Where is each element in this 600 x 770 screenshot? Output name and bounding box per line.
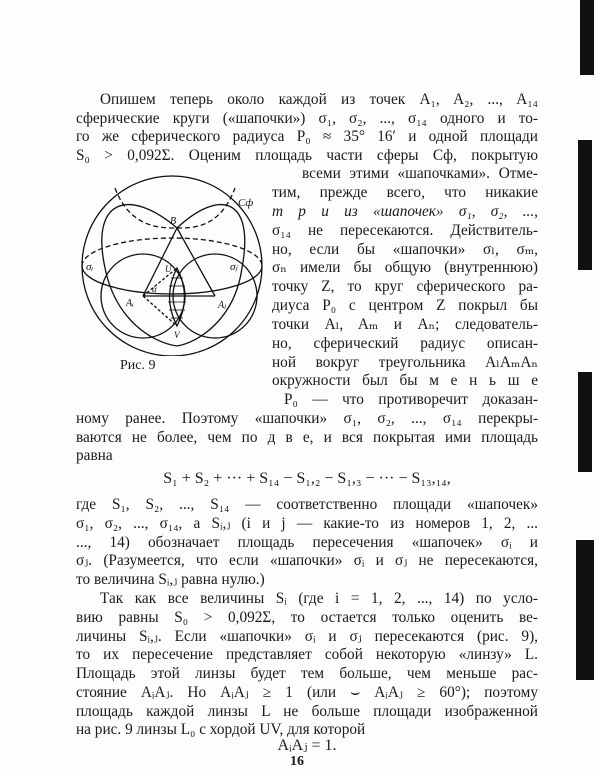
- text-line: стояние AᵢAⱼ. Но AᵢAⱼ ≥ 1 (или ⌣ AᵢAⱼ ≥ 60°); поэтому: [76, 684, 538, 701]
- label-v: V: [174, 330, 180, 340]
- formula: S₁ + S₂ + ··· + S₁₄ − S₁,₂ − S₁,₃ − ··· − S₁₃,₁₄,: [163, 470, 451, 487]
- figure-sphere-diagram: [70, 170, 270, 356]
- text-line: ному ранее. Поэтому «шапочки» σ₁, σ₂, ..., σ₁₄ перекры-: [76, 410, 538, 427]
- text-line: σ₁₄ не пересекаются. Действитель-: [272, 222, 538, 239]
- formula: AᵢAⱼ = 1.: [277, 737, 337, 754]
- page-number: 16: [290, 754, 304, 769]
- text-line: но, сферический радиус описан-: [272, 335, 538, 352]
- text-line: площадь каждой линзы L не больше площади изображенной: [76, 703, 538, 720]
- text-line: на рис. 9 линзы L₀ с хордой UV, для которой: [76, 721, 366, 738]
- text-line: точки Aₗ, Aₘ и Aₙ; следователь-: [272, 316, 538, 333]
- text-line: σⱼ. (Разумеется, что если «шапочки» σᵢ и σⱼ не пересекаются,: [76, 552, 538, 569]
- text-line: Площадь этой линзы будет тем больше, чем меньше рас-: [76, 665, 538, 682]
- text-line: окружности был бы м е н ь ш е: [272, 372, 538, 389]
- text-line: личины Sᵢ,ⱼ. Если «шапочки» σᵢ и σⱼ пересекаются (рис. 9),: [76, 628, 538, 645]
- text-line: P₀ — что противоречит доказан-: [284, 391, 538, 408]
- text-line: всеми этими «шапочками». Отме-: [302, 165, 538, 182]
- label-b: B: [170, 216, 177, 227]
- great-circle-right: [177, 205, 245, 346]
- label-sphere: Сф: [238, 197, 254, 209]
- text-line: σₙ имели бы общую (внутреннюю): [272, 259, 538, 276]
- text-line: го же сферического радиуса P₀ ≈ 35° 16′ и одной площади: [76, 128, 538, 145]
- text-line: σ₁, σ₂, ..., σ₁₄, а Sᵢ,ⱼ (i и j — какие-то из номеров 1, 2, ...: [76, 515, 538, 532]
- text-line: сферические круги («шапочки») σ₁, σ₂, ..., σ₁₄ одного и то-: [76, 110, 538, 127]
- text-line: ваются не более, чем по д в е, и вся покрытая ими площадь: [76, 429, 538, 446]
- text-line: S₀ > 0,092Σ. Оценим площадь части сферы Сф, покрытую: [76, 147, 538, 164]
- scan-edge-artifact: [578, 140, 592, 270]
- scan-edge-artifact: [578, 372, 592, 472]
- text-line: тим, прежде всего, что никакие: [272, 184, 538, 201]
- text-line: Опишем теперь около каждой из точек A₁, A₂, ..., A₁₄: [100, 91, 538, 108]
- text-line: Так как все величины Sᵢ (где i = 1, 2, ..., 14) по усло-: [100, 590, 538, 607]
- text-line: равна: [76, 447, 113, 464]
- scan-edge-artifact: [580, 0, 594, 75]
- label-u: U: [165, 264, 172, 274]
- label-sigma-i: σᵢ: [86, 261, 94, 273]
- text-line: где S₁, S₂, ..., S₁₄ — соответственно площади «шапочек»: [76, 496, 538, 513]
- text-line: то их пересечение представляет собой некоторую «линзу» L.: [76, 646, 538, 663]
- text-line: точку Z, то круг сферического ра-: [272, 278, 538, 295]
- label-alpha: α: [152, 284, 157, 294]
- text-line: то величина Sᵢ,ⱼ равна нулю.): [76, 571, 265, 588]
- figure-caption: Рис. 9: [120, 358, 156, 373]
- text-line: ной вокруг треугольника AₗAₘAₙ: [272, 354, 538, 371]
- label-ai: Aᵢ: [126, 298, 134, 309]
- text-line: диуса P₀ с центром Z покрыл бы: [272, 297, 538, 314]
- label-aj: Aⱼ: [218, 300, 226, 311]
- text-line: ..., 14) обозначает площадь пересечения «шапочек» σᵢ и: [76, 534, 538, 551]
- label-sigma-j: σⱼ: [230, 261, 238, 273]
- text-line: но, если бы «шапочки» σₗ, σₘ,: [272, 241, 538, 258]
- scan-edge-artifact: [576, 540, 594, 680]
- text-line: т р и из «шапочек» σ₁, σ₂, ...,: [272, 203, 538, 220]
- text-line: вию равны S₀ > 0,092Σ, то остается только оценить ве-: [76, 609, 538, 626]
